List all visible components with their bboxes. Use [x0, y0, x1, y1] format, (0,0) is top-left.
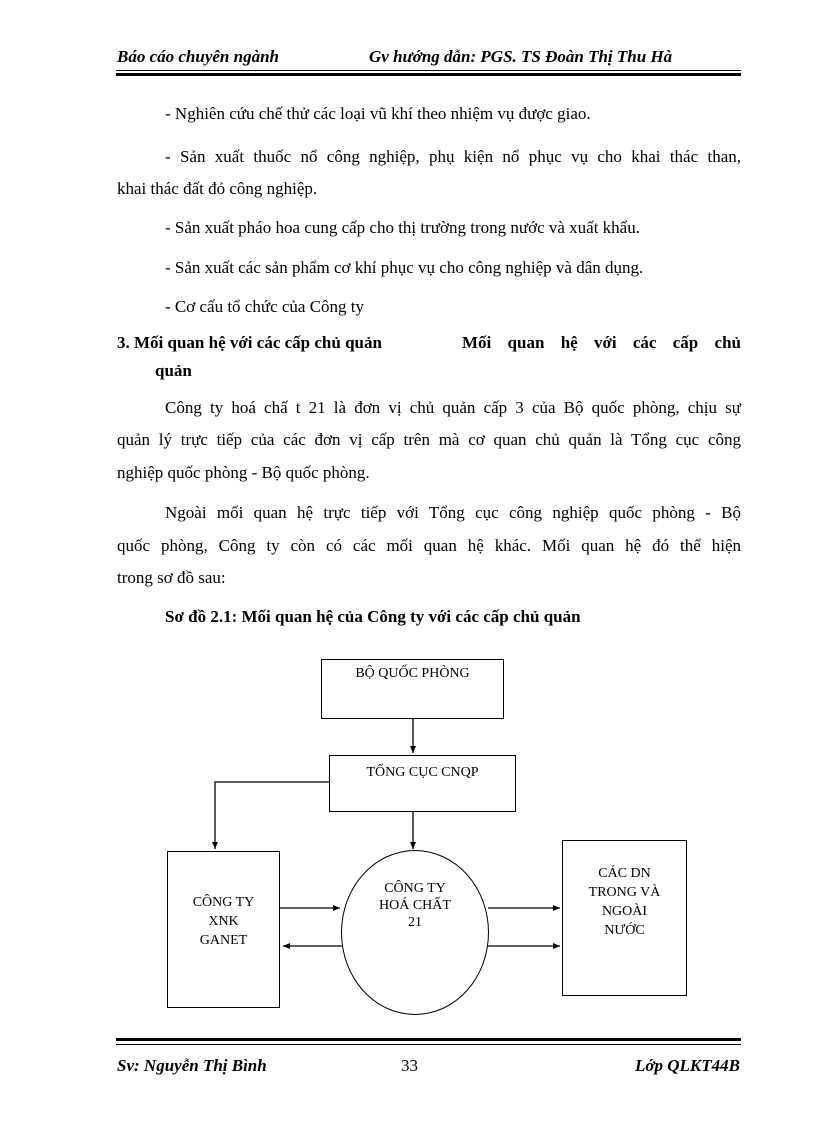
node-hc21-line2: HOÁ CHẤT: [379, 898, 451, 913]
para2-line2: quốc phòng, Công ty còn có các mối quan hệ khác. Mối quan hệ đó thể hiện: [117, 536, 741, 555]
node-bo-quoc-phong: [321, 659, 504, 719]
section-heading-right: Mối quan hệ với các cấp chủ: [462, 333, 741, 352]
node-hc21-line1: CÔNG TY: [384, 881, 446, 896]
para1-line1: Công ty hoá chấ t 21 là đơn vị chủ quản cấp 3 của Bộ quốc phòng, chịu sự: [165, 398, 741, 417]
bullet-research-weapons: - Nghiên cứu chế thử các loại vũ khí theo nhiệm vụ được giao.: [165, 104, 591, 123]
para2-line3: trong sơ đồ sau:: [117, 568, 226, 587]
bullet-explosives-line1: - Sản xuất thuốc nổ công nghiệp, phụ kiện nổ phục vụ cho khai thác than,: [165, 147, 741, 166]
node-cac-dn-trong-ngoai-nuoc: [562, 840, 687, 996]
bullet-fireworks: - Sản xuất pháo hoa cung cấp cho thị trường trong nước và xuất khẩu.: [165, 218, 640, 237]
bullet-mechanical: - Sản xuất các sản phẩm cơ khí phục vụ cho công nghiệp và dân dụng.: [165, 258, 644, 277]
node-ganet-line2: XNK: [208, 914, 239, 929]
node-dn-line2: TRONG VÀ: [588, 885, 661, 900]
bullet-org-structure: - Cơ cấu tổ chức của Công ty: [165, 297, 365, 316]
node-tong-cuc-cnqp-label: TỔNG CỤC CNQP: [366, 765, 479, 780]
para1-line2: quản lý trực tiếp của các đơn vị cấp trên mà cơ quan chủ quản là Tổng cục công: [117, 430, 741, 449]
node-tong-cuc-cnqp: [329, 755, 516, 812]
footer-page-number: 33: [401, 1056, 418, 1075]
node-ganet-line1: CÔNG TY: [192, 895, 255, 910]
footer-class: Lớp QLKT44B: [635, 1056, 740, 1075]
footer-student-name: Sv: Nguyễn Thị Bình: [117, 1056, 267, 1075]
node-dn-line3: NGOÀI: [601, 904, 648, 919]
node-cong-ty-xnk-ganet: [167, 851, 280, 1008]
footer-rule-thick: [116, 1038, 741, 1041]
header-advisor: Gv hướng dẫn: PGS. TS Đoàn Thị Thu Hà: [369, 47, 673, 66]
bullet-explosives-line2: khai thác đất đỏ công nghiệp.: [117, 179, 318, 198]
para1-line3: nghiệp quốc phòng - Bộ quốc phòng.: [117, 463, 370, 482]
diagram-caption: Sơ đồ 2.1: Mối quan hệ của Công ty với các cấp chủ quản: [165, 607, 581, 626]
node-dn-line1: CÁC DN: [598, 866, 651, 881]
section-heading-continuation: quản: [155, 361, 192, 380]
node-bo-quoc-phong-label: BỘ QUỐC PHÒNG: [355, 666, 470, 681]
node-cong-ty-hoa-chat-21: [341, 850, 489, 1015]
header-report-title: Báo cáo chuyên ngành: [117, 47, 279, 66]
node-ganet-line3: GANET: [199, 933, 248, 948]
section-heading-left: 3. Mối quan hệ với các cấp chủ quản: [117, 333, 382, 352]
footer-rule-thin: [116, 1044, 741, 1045]
node-dn-line4: NƯỚC: [604, 923, 645, 938]
arrow-tccnqp-to-ganet: [215, 782, 330, 849]
node-hc21-line3: 21: [408, 915, 422, 930]
para2-line1: Ngoài mối quan hệ trực tiếp với Tổng cục công nghiệp quốc phòng - Bộ: [165, 503, 741, 522]
